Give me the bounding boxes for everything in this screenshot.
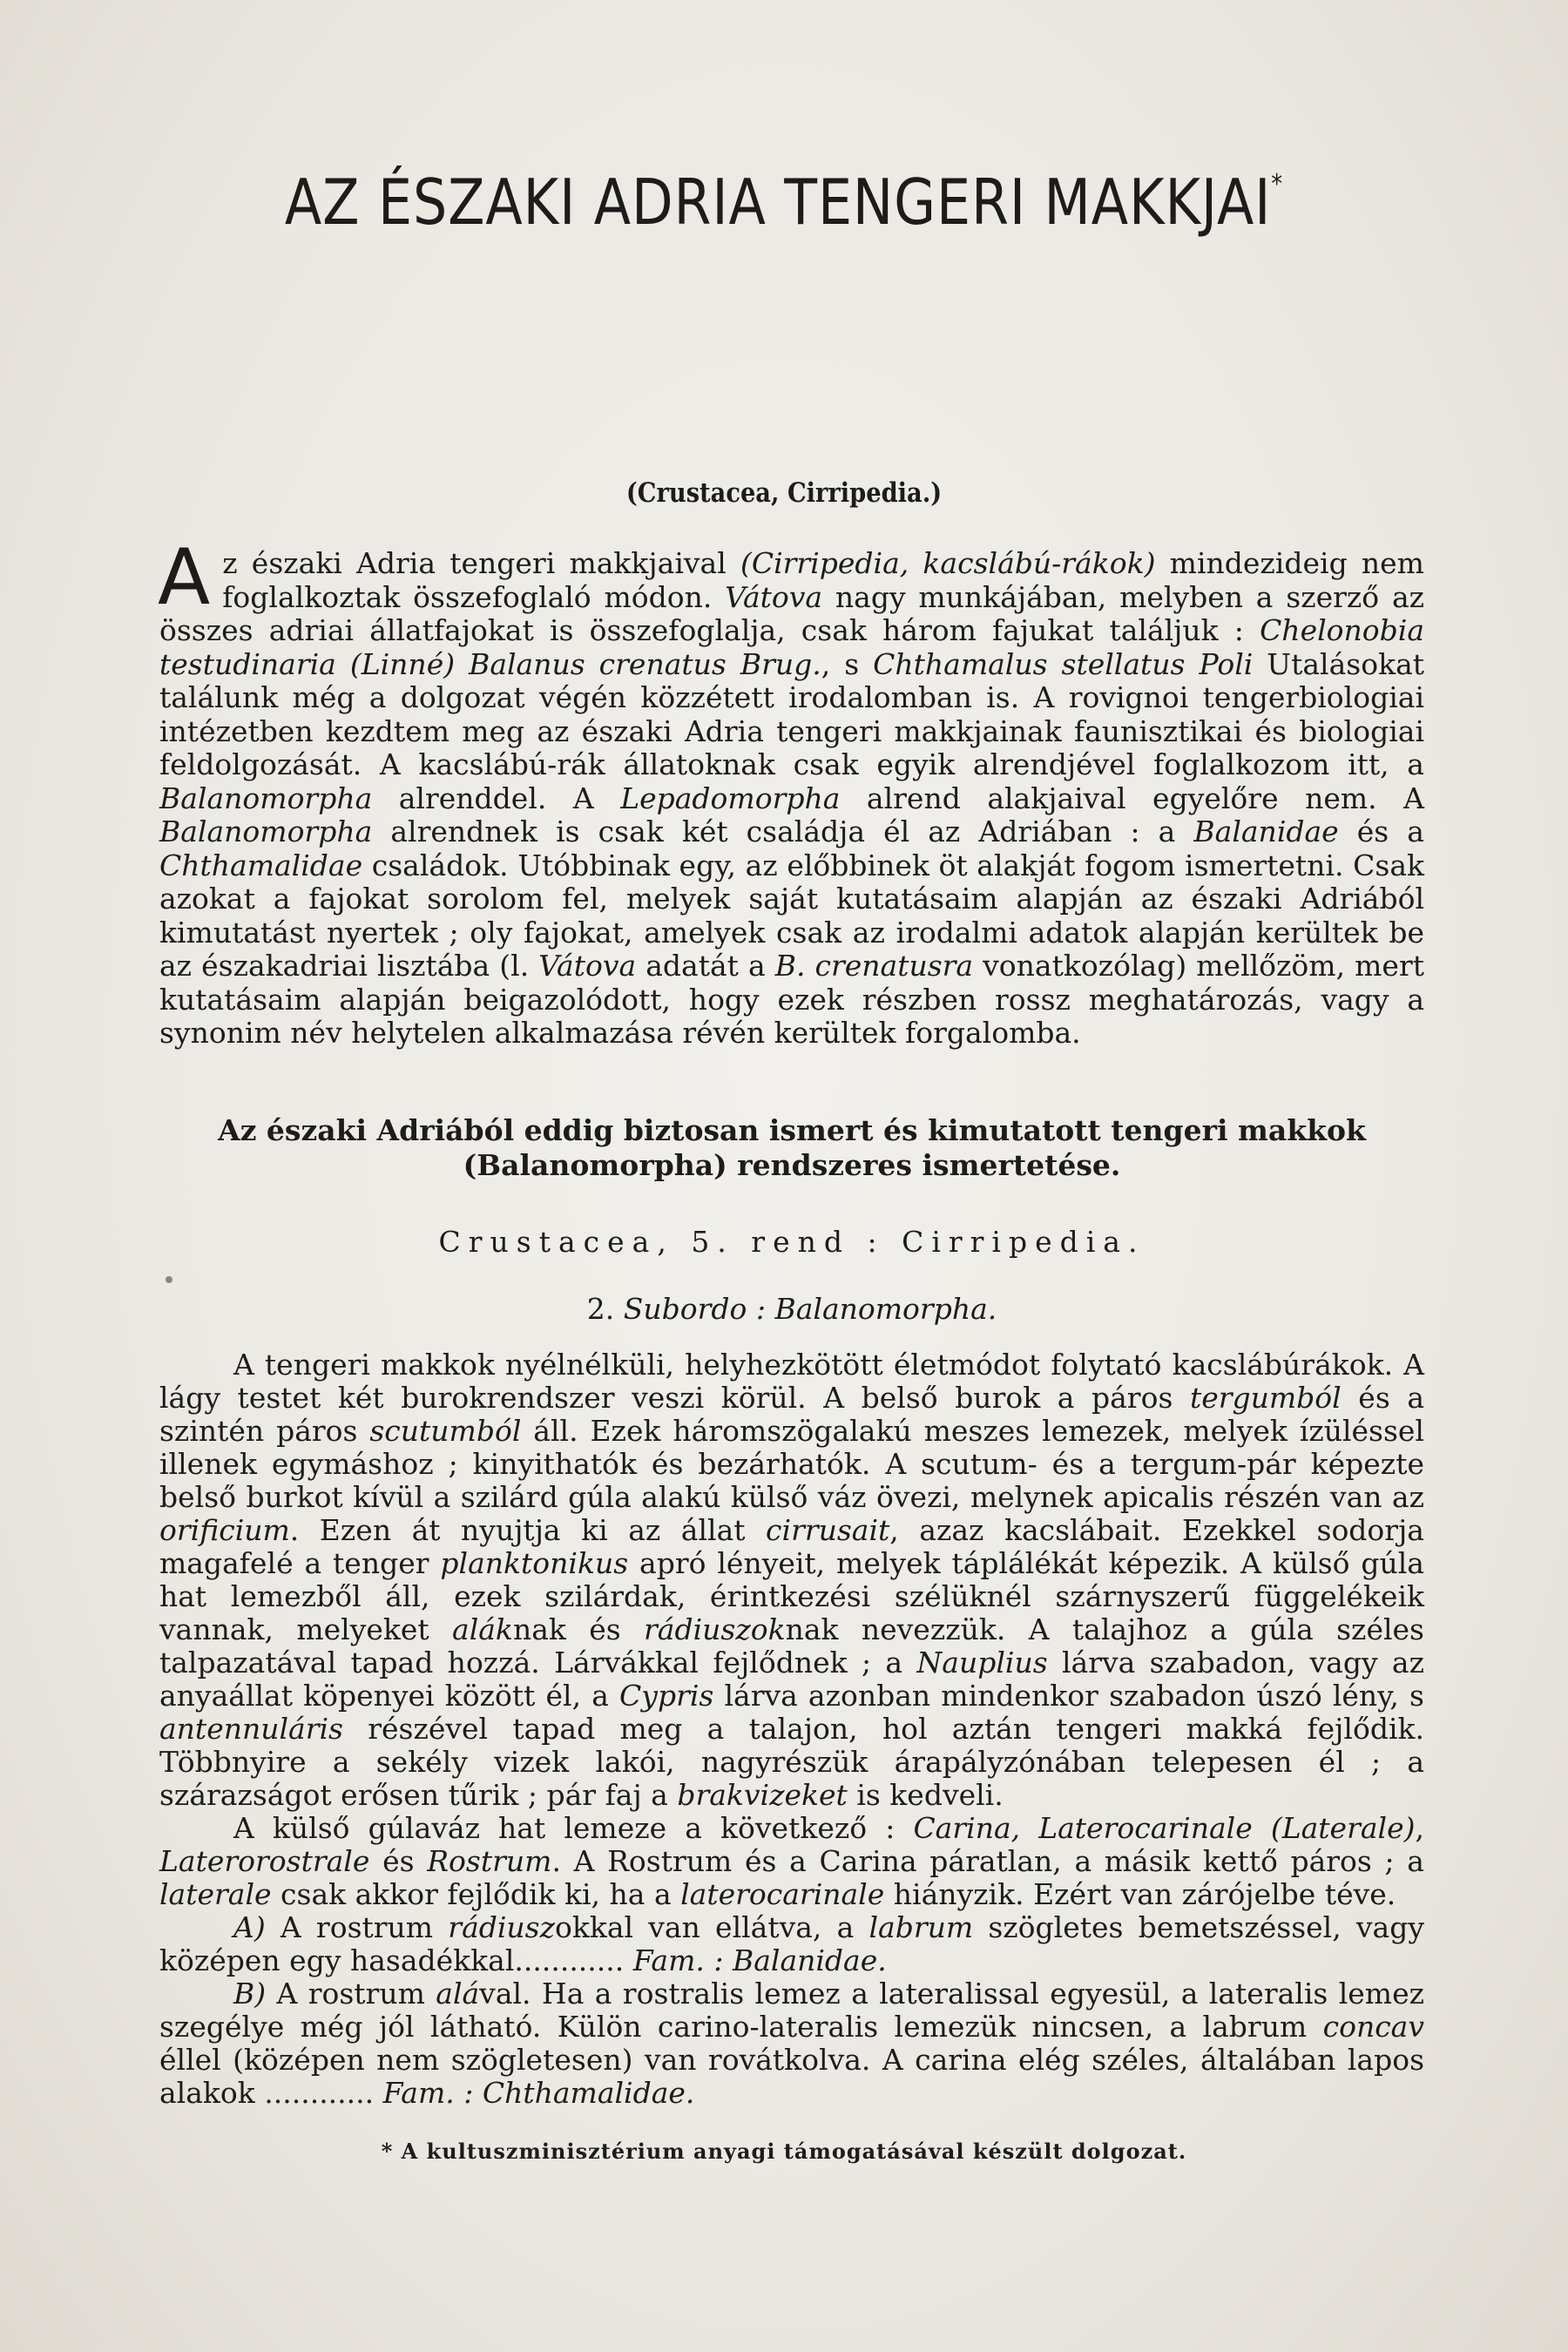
italic-term: Carina, Laterocarinale (Laterale)	[913, 1810, 1416, 1845]
italic-term: rádiusz	[448, 1909, 555, 1944]
subordo-label: Subordo : Balanomorpha.	[623, 1291, 997, 1326]
section-heading: Az északi Adriából eddig biztosan ismert és kimutatott tengeri makkok (Balanomorpha) rendszeres ismertetése.	[218, 1112, 1366, 1182]
italic-term: A)	[233, 1909, 266, 1944]
text-run: A rostrum	[265, 1909, 449, 1944]
text-run: áll. Ezek háromszögalakú meszes lemezek, melyek ízüléssel illenek egymáshoz ; kinyithatók és bezárhatók. A scutum- és a tergum-pár képezte belső burkot kívül a szilárd gúla alakú külső váz övezi, melynek apicalis részén van az	[159, 1413, 1424, 1514]
italic-term: Cypris	[619, 1678, 714, 1713]
italic-term: Rostrum	[427, 1843, 552, 1878]
intro-paragraph	[158, 532, 1425, 1051]
text-run: nak nevezzük. A talajhoz a gúla széles talpazatával tapad hozzá. Lárvákkal fejlődnek ; a	[159, 1612, 1424, 1680]
italic-term: tergumból	[1189, 1380, 1342, 1415]
italic-term: labrum	[868, 1909, 974, 1944]
key-entry-a	[159, 1911, 1424, 1977]
text-run: alrend alakjaival egyelőre nem. A	[840, 781, 1424, 815]
italic-term: laterale	[159, 1876, 272, 1911]
description-section	[159, 1348, 1424, 2110]
text-run: részével tapad meg a talajon, hol aztán tengeri makká fejlődik. Többnyire a sekély vizek lakói, nagyrészük árapályzónában telepesen él ; a szárazságot erősen tűrik ; pár faj a	[159, 1711, 1424, 1812]
text-run: csak akkor fejlődik ki, ha a	[271, 1876, 681, 1911]
text-run: adatát a	[636, 949, 775, 983]
title-text: AZ ÉSZAKI ADRIA TENGERI MAKKJAI	[284, 166, 1272, 239]
italic-term: laterocarinale	[680, 1876, 885, 1911]
text-run: is kedveli.	[847, 1777, 1004, 1812]
subordo-number: 2.	[586, 1291, 615, 1326]
italic-term: antennuláris	[159, 1711, 343, 1746]
text-run: éllel (középen nem szögletesen) van rovátkolva. A carina elég széles, általában lapos alakok ............	[159, 2042, 1424, 2110]
italic-term: Chelonobia testudinaria (Linné) Balanus crenatus Brug.	[159, 613, 1424, 681]
italic-term: concav	[1322, 2009, 1424, 2044]
italic-term: planktonikus	[440, 1545, 629, 1580]
text-run: A külső gúlaváz hat lemeze a következő :	[233, 1810, 914, 1845]
text-run: . A Rostrum és a Carina páratlan, a másik kettő páros ; a	[551, 1843, 1424, 1878]
text-run: nagy munkájában, melyben a szerző az összes adriai állatfajokat is összefoglalja, csak három fajukat találjuk :	[159, 579, 1424, 647]
text-run: alrenddel. A	[372, 781, 621, 815]
classification-line: Crustacea, 5. rend : Cirripedia.	[438, 1224, 1146, 1259]
subtitle: (Crustacea, Cirripedia.)	[625, 477, 943, 509]
italic-term: alá	[436, 1976, 480, 2011]
text-run: és	[369, 1843, 428, 1878]
article-body	[158, 532, 1425, 2110]
intro-text	[158, 532, 1425, 1051]
italic-term: Nauplius	[916, 1645, 1048, 1680]
italic-term: alák	[452, 1612, 513, 1646]
italic-term: scutumból	[369, 1413, 522, 1448]
text-run: A tengeri makkok nyélnélküli, helyhezkötött életmódot folytató kacslábúrákok. A lágy testet két burokrendszer veszi körül. A belső burok a páros	[159, 1347, 1424, 1415]
title-footnote-marker: *	[1271, 169, 1284, 199]
text-run: mindezideig nem foglalkoztak összefoglaló módon.	[222, 546, 1424, 614]
drop-cap: A	[158, 532, 211, 622]
text-run: A rostrum	[266, 1976, 436, 2011]
italic-term: Chthamalus stellatus Poli	[873, 646, 1254, 681]
text-run: z északi Adria tengeri makkjaival	[222, 546, 740, 580]
text-run: lárva azonban mindenkor szabadon úszó lény, s	[713, 1678, 1424, 1713]
text-run: ,	[1415, 1810, 1424, 1845]
italic-term: orificium	[159, 1512, 290, 1547]
text-run: nak és	[512, 1612, 645, 1646]
italic-term: brakvizeket	[677, 1777, 848, 1812]
italic-term: B)	[233, 1976, 267, 2011]
italic-term: Balanomorpha	[159, 781, 373, 815]
italic-term: Balanidae	[1193, 814, 1339, 848]
footnote: * A kultuszminisztérium anyagi támogatásával készült dolgozat.	[381, 2139, 1187, 2164]
italic-term: Chthamalidae	[159, 848, 363, 882]
subordo-heading	[159, 1292, 1424, 1326]
text-run: , s	[821, 646, 874, 681]
text-run: és a szintén páros	[159, 1380, 1424, 1448]
italic-term: Fam. : Balanidae.	[632, 1943, 887, 1977]
article-title	[222, 166, 1346, 239]
text-run: lárva szabadon, vagy az anyaállat köpenyei között él, a	[159, 1645, 1424, 1713]
italic-term: Fam. : Chthamalidae.	[382, 2075, 695, 2110]
text-run: val. Ha a rostralis lemez a lateralissal egyesül, a lateralis lemez szegélye még jól látható. Külön carino-lateralis lemezük nincsen, a labrum	[159, 1976, 1424, 2044]
italic-term: Vátova	[538, 949, 637, 983]
italic-term: cirrusait	[766, 1512, 890, 1547]
text-run: okkal van ellátva, a	[555, 1909, 869, 1944]
italic-term: Lepadomorpha	[620, 781, 841, 815]
text-run: és a	[1338, 814, 1424, 848]
text-run: . Ezen át nyujtja ki az állat	[289, 1512, 767, 1547]
text-run: apró lényeit, melyek táplálékát képezik. A külső gúla hat lemezből áll, ezek szilárdak, érintkezési szélüknél szárnyszerű függelékeik vannak, melyeket	[159, 1545, 1424, 1646]
text-run: Utalásokat találunk még a dolgozat végén közzétett irodalomban is. A rovignoi tengerbiologiai intézetben kezdtem meg az északi Adria tengeri makkjainak faunisztikai és biologiai feldolgozását. A kacslábú-rák állatoknak csak egyik alrendjével foglalkozom itt, a	[159, 646, 1425, 781]
italic-term: (Cirripedia, kacslábú-rákok)	[740, 546, 1156, 580]
text-run: családok. Utóbbinak egy, az előbbinek öt alakját fogom ismertetni. Csak azokat a fajokat sorolom fel, melyek saját kutatásaim alapján az északi Adriából kimutatást nyertek ; oly fajokat, amelyek csak az irodalmi adatok alapján kerültek be az északadriai lisztába (l.	[159, 848, 1424, 983]
description-paragraph-1	[159, 1348, 1424, 1812]
text-run: hiányzik. Ezért van zárójelbe téve.	[884, 1876, 1396, 1911]
key-entry-b	[159, 1977, 1424, 2110]
italic-term: Vátova	[725, 579, 823, 614]
italic-term: rádiuszok	[644, 1612, 786, 1646]
text-run: , azaz kacslábait. Ezekkel sodorja magafelé a tenger	[159, 1512, 1424, 1580]
italic-term: B. crenatusra	[774, 949, 974, 983]
description-paragraph-2	[159, 1812, 1424, 1911]
text-run: szögletes bemetszéssel, vagy középen egy hasadékkal............	[159, 1909, 1424, 1977]
italic-term: Balanomorpha	[159, 814, 373, 848]
text-run: vonatkozólag) mellőzöm, mert kutatásaim alapján beigazolódott, hogy ezek részben rossz meghatározás, vagy a synonim név helytelen alkalmazása révén kerültek forgalomba.	[159, 949, 1424, 1050]
text-run: alrendnek is csak két családja él az Adriában : a	[372, 814, 1194, 848]
italic-term: Laterorostrale	[159, 1843, 370, 1878]
